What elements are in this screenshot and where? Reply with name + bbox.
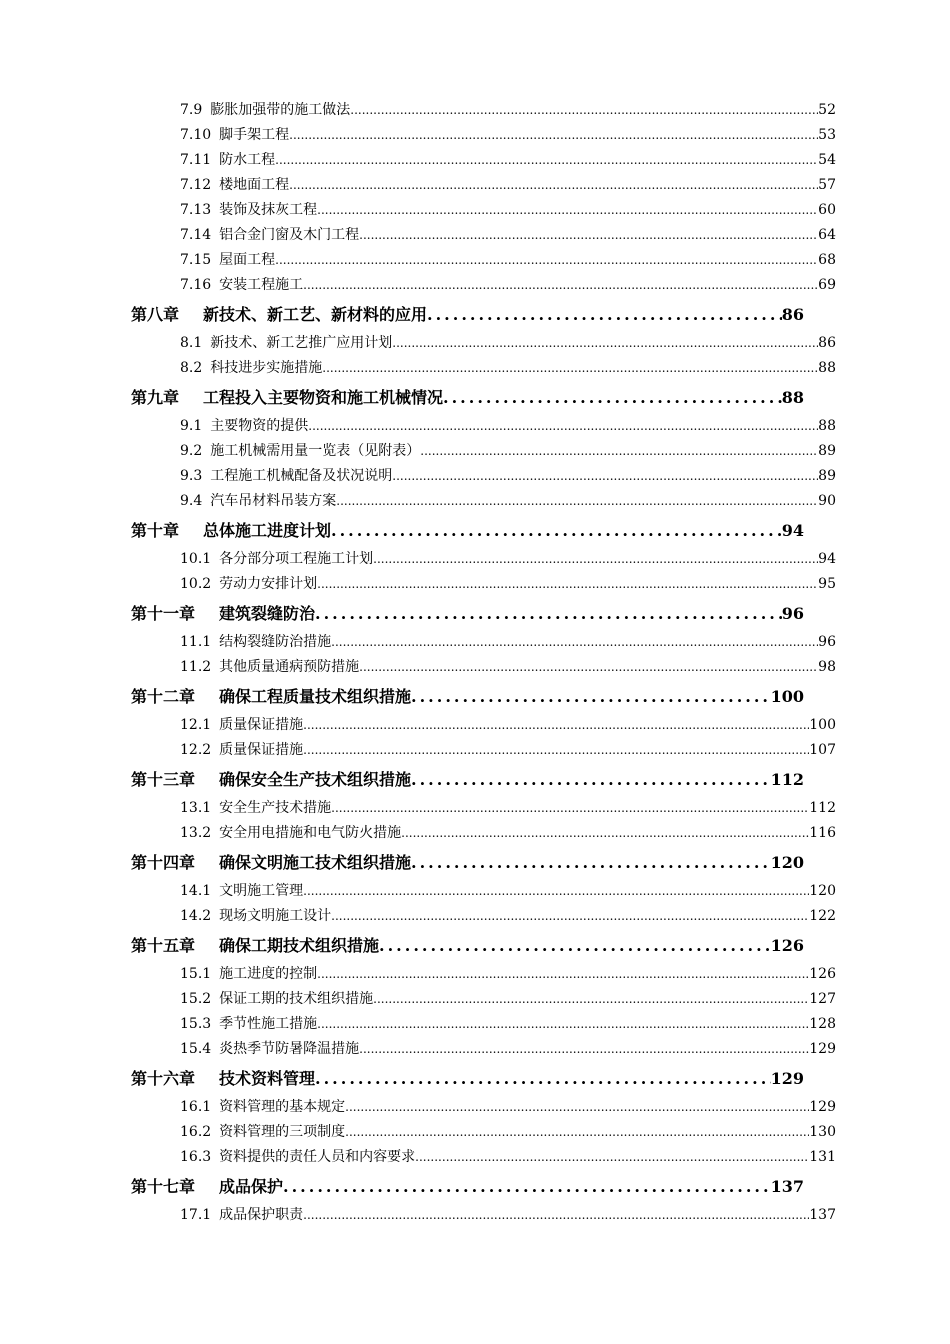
toc-entry-number: 15.3 — [180, 1016, 212, 1032]
toc-entry-title: 成品保护 — [219, 1177, 284, 1196]
toc-entry-number: 14.2 — [180, 908, 212, 924]
toc-entry-title: 屋面工程 — [219, 252, 276, 268]
toc-entry-number: 第十章 — [131, 521, 180, 540]
toc-page-number: 126 — [809, 966, 836, 982]
toc-entry-number: 16.3 — [180, 1149, 212, 1165]
toc-page-number: 94 — [781, 521, 804, 540]
toc-chapter-entry[interactable] — [0, 846, 950, 879]
toc-section-entry[interactable] — [0, 904, 950, 929]
toc-page-number: 54 — [818, 152, 836, 168]
toc-leader-dots — [331, 514, 782, 547]
toc-entry-title: 总体施工进度计划 — [203, 521, 332, 540]
toc-entry-title: 炎热季节防暑降温措施 — [219, 1041, 360, 1057]
toc-page-number: 88 — [781, 388, 804, 407]
toc-entry-number: 16.1 — [180, 1099, 212, 1115]
toc-entry-number: 第八章 — [131, 305, 180, 324]
toc-page-number: 137 — [770, 1177, 804, 1196]
toc-page-number: 100 — [809, 717, 836, 733]
toc-entry-title: 质量保证措施 — [219, 717, 304, 733]
toc-entry-title: 建筑裂缝防治 — [219, 604, 316, 623]
toc-chapter-entry[interactable] — [0, 929, 950, 962]
toc-leader-dots — [317, 572, 818, 597]
toc-section-entry[interactable] — [0, 713, 950, 738]
toc-entry-number: 15.4 — [180, 1041, 212, 1057]
toc-entry-number: 7.16 — [180, 277, 212, 293]
toc-entry-title: 防水工程 — [219, 152, 276, 168]
toc-page-number: 116 — [809, 825, 836, 841]
toc-entry-number: 13.1 — [180, 800, 212, 816]
toc-leader-dots — [411, 846, 771, 879]
toc-chapter-entry[interactable] — [0, 680, 950, 713]
toc-entry-title: 施工进度的控制 — [219, 966, 318, 982]
toc-entry-title: 汽车吊材料吊装方案 — [210, 493, 337, 509]
toc-page-number: 68 — [818, 252, 836, 268]
toc-section-entry[interactable] — [0, 821, 950, 846]
toc-entry-number: 16.2 — [180, 1124, 212, 1140]
toc-page-number: 89 — [818, 443, 836, 459]
toc-entry-number: 7.11 — [180, 152, 212, 168]
toc-page-number: 129 — [770, 1069, 804, 1088]
toc-entry-number: 第九章 — [131, 388, 180, 407]
toc-entry-number: 7.9 — [180, 102, 203, 118]
toc-leader-dots — [303, 713, 809, 738]
toc-leader-dots — [317, 962, 809, 987]
toc-entry-number: 第十四章 — [131, 853, 196, 872]
toc-entry-title: 现场文明施工设计 — [219, 908, 332, 924]
toc-section-entry[interactable] — [0, 223, 950, 248]
toc-entry-title: 科技进步实施措施 — [210, 360, 323, 376]
toc-entry-title: 确保工程质量技术组织措施 — [219, 687, 412, 706]
toc-entry-number: 第十五章 — [131, 936, 196, 955]
toc-entry-title: 确保工期技术组织措施 — [219, 936, 380, 955]
toc-chapter-entry[interactable] — [0, 381, 950, 414]
toc-leader-dots — [392, 331, 818, 356]
toc-leader-dots — [289, 173, 818, 198]
toc-page-number: 69 — [818, 277, 836, 293]
toc-entry-number: 7.12 — [180, 177, 212, 193]
toc-leader-dots — [373, 987, 809, 1012]
toc-section-entry[interactable] — [0, 464, 950, 489]
toc-leader-dots — [350, 98, 818, 123]
toc-page-number: 128 — [809, 1016, 836, 1032]
toc-leader-dots — [415, 1145, 809, 1170]
toc-section-entry[interactable] — [0, 879, 950, 904]
toc-entry-number: 第十二章 — [131, 687, 196, 706]
toc-entry-title: 技术资料管理 — [219, 1069, 316, 1088]
toc-page-number: 86 — [781, 305, 804, 324]
toc-leader-dots — [392, 464, 818, 489]
toc-section-entry[interactable] — [0, 123, 950, 148]
toc-entry-title: 季节性施工措施 — [219, 1016, 318, 1032]
toc-section-entry[interactable] — [0, 198, 950, 223]
toc-leader-dots — [411, 763, 771, 796]
toc-section-entry[interactable] — [0, 987, 950, 1012]
toc-page-number: 122 — [809, 908, 836, 924]
toc-page-number: 86 — [818, 335, 836, 351]
toc-entry-number: 12.1 — [180, 717, 212, 733]
toc-entry-title: 安全生产技术措施 — [219, 800, 332, 816]
toc-page-number: 127 — [809, 991, 836, 1007]
toc-entry-title: 工程施工机械配备及状况说明 — [210, 468, 393, 484]
toc-entry-title: 劳动力安排计划 — [219, 576, 318, 592]
toc-leader-dots — [315, 1062, 771, 1095]
toc-entry-number: 9.4 — [180, 493, 203, 509]
toc-section-entry[interactable] — [0, 1012, 950, 1037]
toc-leader-dots — [331, 904, 809, 929]
toc-leader-dots — [308, 414, 818, 439]
toc-entry-title: 文明施工管理 — [219, 883, 304, 899]
toc-section-entry[interactable] — [0, 489, 950, 514]
toc-entry-number: 第十七章 — [131, 1177, 196, 1196]
toc-leader-dots — [303, 879, 809, 904]
toc-chapter-entry[interactable] — [0, 1062, 950, 1095]
toc-entry-title: 成品保护职责 — [219, 1207, 304, 1223]
toc-entry-title: 施工机械需用量一览表（见附表） — [210, 443, 421, 459]
toc-entry-title: 脚手架工程 — [219, 127, 290, 143]
toc-section-entry[interactable] — [0, 439, 950, 464]
toc-page-number: 112 — [770, 770, 804, 789]
toc-leader-dots — [359, 1037, 809, 1062]
toc-page-number: 120 — [770, 853, 804, 872]
toc-entry-title: 保证工期的技术组织措施 — [219, 991, 374, 1007]
toc-entry-title: 铝合金门窗及木门工程 — [219, 227, 360, 243]
toc-entry-title: 确保文明施工技术组织措施 — [219, 853, 412, 872]
toc-chapter-entry[interactable] — [0, 597, 950, 630]
toc-entry-title: 资料管理的三项制度 — [219, 1124, 346, 1140]
toc-entry-title: 安全用电措施和电气防火措施 — [219, 825, 402, 841]
toc-leader-dots — [317, 1012, 809, 1037]
toc-entry-title: 安装工程施工 — [219, 277, 304, 293]
toc-entry-number: 第十一章 — [131, 604, 196, 623]
toc-entry-title: 工程投入主要物资和施工机械情况 — [203, 388, 444, 407]
toc-leader-dots — [443, 381, 782, 414]
toc-section-entry[interactable] — [0, 273, 950, 298]
toc-section-entry[interactable] — [0, 356, 950, 381]
toc-leader-dots — [289, 123, 818, 148]
toc-section-entry[interactable] — [0, 572, 950, 597]
toc-entry-title: 确保安全生产技术组织措施 — [219, 770, 412, 789]
toc-entry-title: 资料管理的基本规定 — [219, 1099, 346, 1115]
toc-section-entry[interactable] — [0, 148, 950, 173]
toc-entry-number: 15.1 — [180, 966, 212, 982]
toc-page-number: 112 — [809, 800, 836, 816]
toc-entry-number: 15.2 — [180, 991, 212, 1007]
toc-leader-dots — [359, 223, 818, 248]
toc-leader-dots — [411, 680, 771, 713]
toc-leader-dots — [379, 929, 771, 962]
toc-entry-number: 7.13 — [180, 202, 212, 218]
toc-leader-dots — [336, 489, 818, 514]
toc-page-number: 88 — [818, 418, 836, 434]
toc-entry-title: 其他质量通病预防措施 — [219, 659, 360, 675]
toc-entry-number: 11.2 — [180, 659, 212, 675]
toc-page-number: 100 — [770, 687, 804, 706]
toc-chapter-entry[interactable] — [0, 514, 950, 547]
toc-entry-number: 14.1 — [180, 883, 212, 899]
toc-page-number: 98 — [818, 659, 836, 675]
toc-section-entry[interactable] — [0, 1037, 950, 1062]
toc-leader-dots — [303, 1203, 809, 1228]
toc-section-entry[interactable] — [0, 173, 950, 198]
toc-entry-number: 12.2 — [180, 742, 212, 758]
toc-section-entry[interactable] — [0, 655, 950, 680]
toc-leader-dots — [275, 148, 818, 173]
toc-entry-number: 10.1 — [180, 551, 212, 567]
toc-chapter-entry[interactable] — [0, 298, 950, 331]
toc-entry-title: 新技术、新工艺、新材料的应用 — [203, 305, 428, 324]
toc-entry-title: 质量保证措施 — [219, 742, 304, 758]
toc-section-entry[interactable] — [0, 547, 950, 572]
toc-page-number: 107 — [809, 742, 836, 758]
toc-page-number: 96 — [818, 634, 836, 650]
toc-page-number: 95 — [818, 576, 836, 592]
toc-entry-number: 第十六章 — [131, 1069, 196, 1088]
toc-section-entry[interactable] — [0, 1095, 950, 1120]
toc-entry-number: 7.14 — [180, 227, 212, 243]
toc-page-number: 52 — [818, 102, 836, 118]
toc-entry-title: 主要物资的提供 — [210, 418, 309, 434]
toc-page-number: 137 — [809, 1207, 836, 1223]
toc-entry-number: 9.1 — [180, 418, 203, 434]
toc-entry-number: 9.2 — [180, 443, 203, 459]
toc-entry-number: 10.2 — [180, 576, 212, 592]
toc-leader-dots — [283, 1170, 771, 1203]
toc-page-number: 129 — [809, 1041, 836, 1057]
toc-entry-number: 7.15 — [180, 252, 212, 268]
toc-page-number: 88 — [818, 360, 836, 376]
toc-page-number: 57 — [818, 177, 836, 193]
toc-leader-dots — [427, 298, 782, 331]
toc-entry-number: 第十三章 — [131, 770, 196, 789]
toc-leader-dots — [303, 273, 818, 298]
toc-leader-dots — [317, 198, 818, 223]
toc-leader-dots — [420, 439, 818, 464]
toc-section-entry[interactable] — [0, 1120, 950, 1145]
toc-section-entry[interactable] — [0, 1145, 950, 1170]
toc-page-number: 90 — [818, 493, 836, 509]
toc-leader-dots — [322, 356, 818, 381]
toc-section-entry[interactable] — [0, 738, 950, 763]
toc-section-entry[interactable] — [0, 98, 950, 123]
toc-section-entry[interactable] — [0, 1203, 950, 1228]
toc-section-entry[interactable] — [0, 796, 950, 821]
toc-leader-dots — [345, 1120, 809, 1145]
toc-page-number: 129 — [809, 1099, 836, 1115]
toc-page-number: 94 — [818, 551, 836, 567]
toc-leader-dots — [401, 821, 809, 846]
toc-page-number: 64 — [818, 227, 836, 243]
toc-entry-title: 结构裂缝防治措施 — [219, 634, 332, 650]
toc-leader-dots — [303, 738, 809, 763]
toc-entry-number: 8.1 — [180, 335, 203, 351]
toc-section-entry[interactable] — [0, 248, 950, 273]
toc-page-number: 60 — [818, 202, 836, 218]
toc-entry-title: 楼地面工程 — [219, 177, 290, 193]
toc-leader-dots — [345, 1095, 809, 1120]
toc-entry-number: 17.1 — [180, 1207, 212, 1223]
toc-entry-title: 膨胀加强带的施工做法 — [210, 102, 351, 118]
toc-section-entry[interactable] — [0, 414, 950, 439]
toc-leader-dots — [315, 597, 782, 630]
toc-leader-dots — [275, 248, 818, 273]
toc-section-entry[interactable] — [0, 962, 950, 987]
toc-entry-title: 各分部分项工程施工计划 — [219, 551, 374, 567]
toc-page-number: 120 — [809, 883, 836, 899]
toc-entry-title: 装饰及抹灰工程 — [219, 202, 318, 218]
toc-leader-dots — [331, 796, 809, 821]
toc-entry-number: 11.1 — [180, 634, 212, 650]
toc-leader-dots — [373, 547, 818, 572]
toc-chapter-entry[interactable] — [0, 763, 950, 796]
toc-leader-dots — [331, 630, 818, 655]
toc-page-number: 96 — [781, 604, 804, 623]
toc-page-number: 131 — [809, 1149, 836, 1165]
toc-chapter-entry[interactable] — [0, 1170, 950, 1203]
toc-section-entry[interactable] — [0, 630, 950, 655]
toc-page-number: 53 — [818, 127, 836, 143]
toc-leader-dots — [359, 655, 818, 680]
toc-page-number: 130 — [809, 1124, 836, 1140]
toc-entry-number: 8.2 — [180, 360, 203, 376]
toc-entry-number: 13.2 — [180, 825, 212, 841]
toc-entry-number: 7.10 — [180, 127, 212, 143]
toc-entry-number: 9.3 — [180, 468, 203, 484]
table-of-contents — [0, 98, 950, 1228]
toc-section-entry[interactable] — [0, 331, 950, 356]
toc-entry-title: 资料提供的责任人员和内容要求 — [219, 1149, 416, 1165]
toc-page-number: 126 — [770, 936, 804, 955]
toc-page-number: 89 — [818, 468, 836, 484]
toc-entry-title: 新技术、新工艺推广应用计划 — [210, 335, 393, 351]
